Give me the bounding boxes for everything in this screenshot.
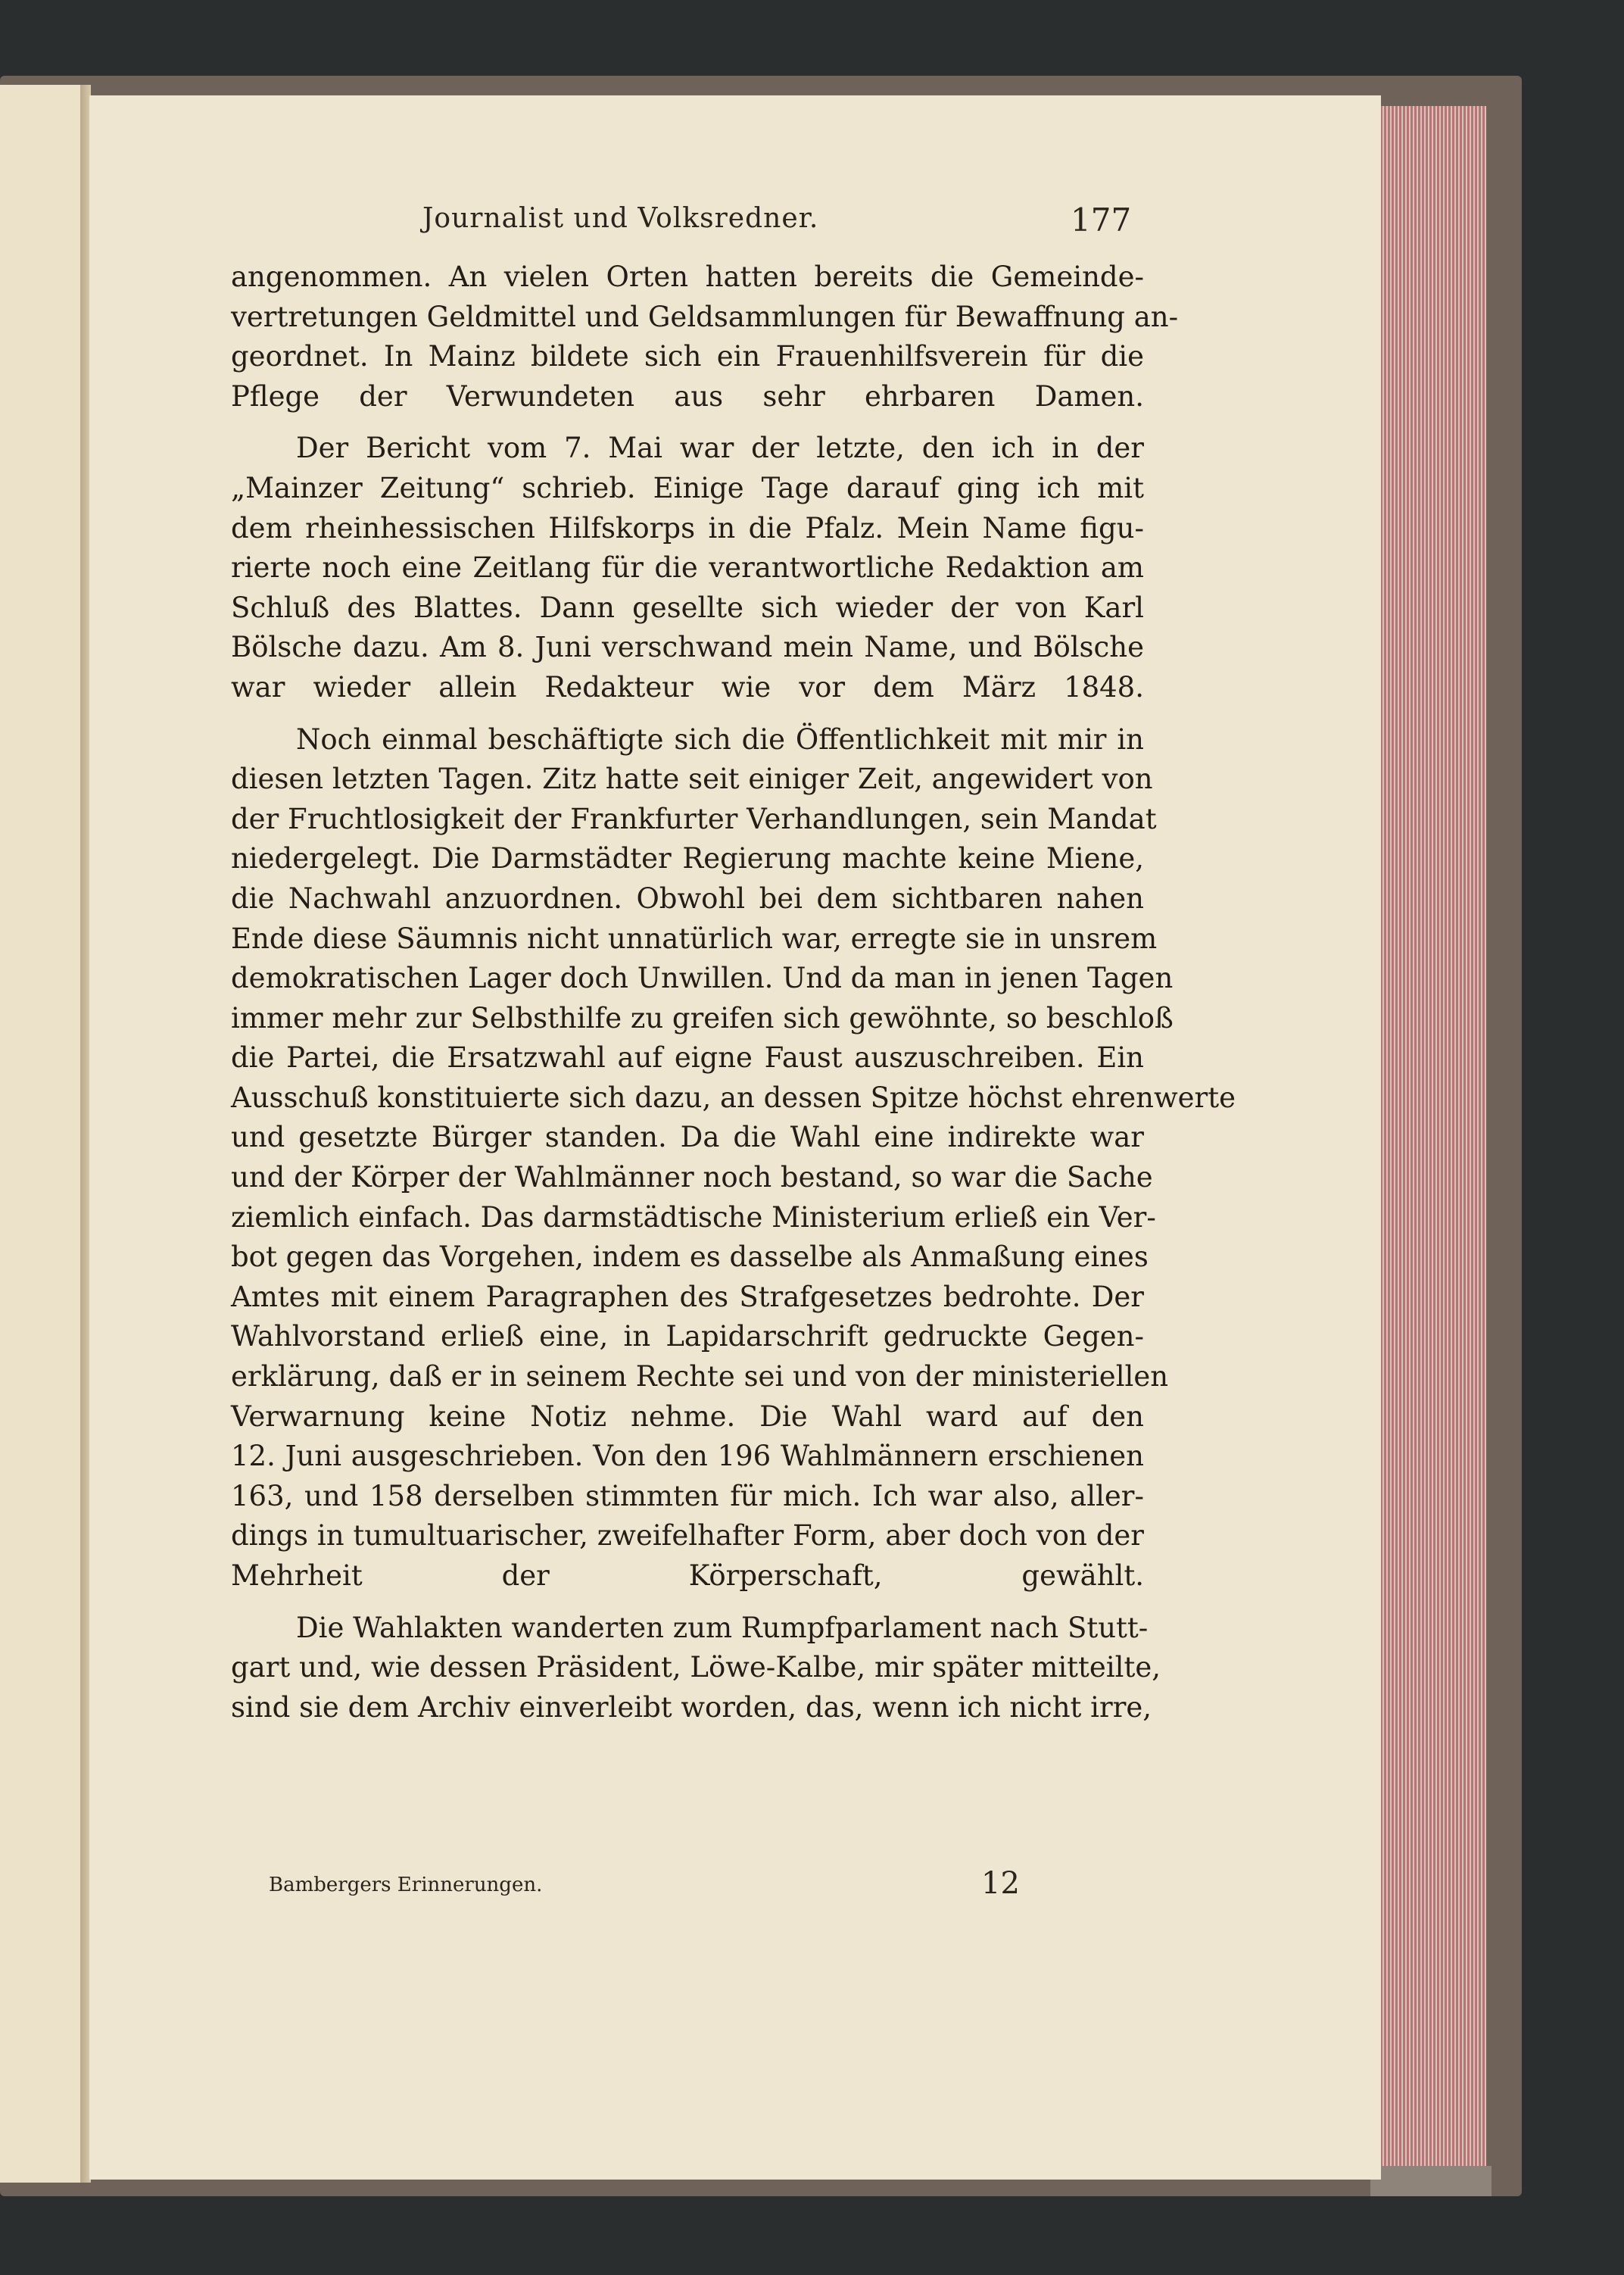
- paragraph: [231, 257, 1179, 417]
- text-line: 163, und 158 derselben stimmten für mich. Ich war also, aller-: [231, 1479, 1144, 1512]
- text-line: dem rheinhessischen Hilfskorps in die Pfalz. Mein Name figu-: [231, 511, 1144, 545]
- text-line: Der Bericht vom 7. Mai war der letzte, den ich in der: [296, 432, 1144, 465]
- text-line: diesen letzten Tagen. Zitz hatte seit einiger Zeit, angewidert von: [231, 763, 1153, 796]
- text-line: und gesetzte Bürger standen. Da die Wahl eine indirekte war: [231, 1121, 1144, 1154]
- text-line: Pflege der Verwundeten aus sehr ehrbaren Damen.: [231, 379, 1144, 413]
- text-line: bot gegen das Vorgehen, indem es dasselbe als Anmaßung eines: [231, 1240, 1149, 1274]
- text-line: ziemlich einfach. Das darmstädtische Ministerium erließ ein Ver-: [231, 1200, 1156, 1234]
- paragraph: [231, 429, 1144, 707]
- text-line: niedergelegt. Die Darmstädter Regierung machte keine Miene,: [231, 842, 1144, 875]
- text-line: dings in tumultuarischer, zweifelhafter Form, aber doch von der: [231, 1519, 1144, 1553]
- page-number: 177: [1071, 201, 1132, 239]
- cover-corner: [1370, 2166, 1492, 2196]
- paragraph: [231, 720, 1236, 1596]
- text-line: angenommen. An vielen Orten hatten bereits die Gemeinde-: [231, 261, 1144, 293]
- left-page: [0, 85, 86, 2183]
- text-line: die Partei, die Ersatzwahl auf eigne Faust auszuschreiben. Ein: [231, 1041, 1144, 1075]
- text-line: Ausschuß konstituierte sich dazu, an dessen Spitze höchst ehrenwerte: [231, 1081, 1236, 1114]
- text-line: 12. Juni ausgeschrieben. Von den 196 Wahlmännern erschienen: [231, 1440, 1144, 1473]
- text-line: Schluß des Blattes. Dann gesellte sich wieder der von Karl: [231, 591, 1144, 624]
- text-line: der Fruchtlosigkeit der Frankfurter Verhandlungen, sein Mandat: [231, 802, 1157, 835]
- text-line: war wieder allein Redakteur wie vor dem März 1848.: [231, 670, 1144, 704]
- text-line: Bölsche dazu. Am 8. Juni verschwand mein Name, und Bölsche: [231, 631, 1144, 664]
- text-line: gart und, wie dessen Präsident, Löwe-Kalbe, mir später mitteilte,: [231, 1651, 1161, 1684]
- text-line: vertretungen Geldmittel und Geldsammlungen für Bewaffnung an-: [231, 300, 1179, 333]
- text-line: demokratischen Lager doch Unwillen. Und da man in jenen Tagen: [231, 962, 1174, 995]
- text-line: und der Körper der Wahlmänner noch bestand, so war die Sache: [231, 1161, 1153, 1194]
- text-line: Ende diese Säumnis nicht unnatürlich war, erregte sie in unsrem: [231, 922, 1158, 955]
- text-line: Noch einmal beschäftigte sich die Öffentlichkeit mit mir in: [296, 722, 1144, 756]
- page-edges: [1378, 106, 1486, 2196]
- text-line: immer mehr zur Selbsthilfe zu greifen sich gewöhnte, so beschloß: [231, 1001, 1174, 1035]
- text-line: rierte noch eine Zeitlang für die verantwortliche Redaktion am: [231, 551, 1144, 585]
- text-line: sind sie dem Archiv einverleibt worden, das, wenn ich nicht irre,: [231, 1690, 1152, 1724]
- text-line: erklärung, daß er in seinem Rechte sei und von der ministeriellen: [231, 1360, 1169, 1393]
- running-title: Journalist und Volksredner.: [422, 203, 819, 234]
- footer-book-title: Bambergers Erinnerungen.: [269, 1874, 543, 1896]
- text-line: Verwarnung keine Notiz nehme. Die Wahl ward auf den: [231, 1400, 1144, 1433]
- signature-mark: 12: [981, 1866, 1020, 1901]
- text-line: die Nachwahl anzuordnen. Obwohl bei dem sichtbaren nahen: [231, 882, 1144, 915]
- paragraph: [231, 1609, 1161, 1728]
- text-line: Mehrheit der Körperschaft, gewählt.: [231, 1559, 1144, 1592]
- body-text: [231, 257, 1236, 1727]
- text-line: geordnet. In Mainz bildete sich ein Frauenhilfsverein für die: [231, 340, 1144, 373]
- text-line: Wahlvorstand erließ eine, in Lapidarschrift gedruckte Gegen-: [231, 1320, 1144, 1353]
- text-line: „Mainzer Zeitung“ schrieb. Einige Tage darauf ging ich mit: [231, 471, 1144, 504]
- text-line: Die Wahlakten wanderten zum Rumpfparlament nach Stutt-: [296, 1611, 1149, 1644]
- text-line: Amtes mit einem Paragraphen des Strafgesetzes bedrohte. Der: [231, 1280, 1144, 1313]
